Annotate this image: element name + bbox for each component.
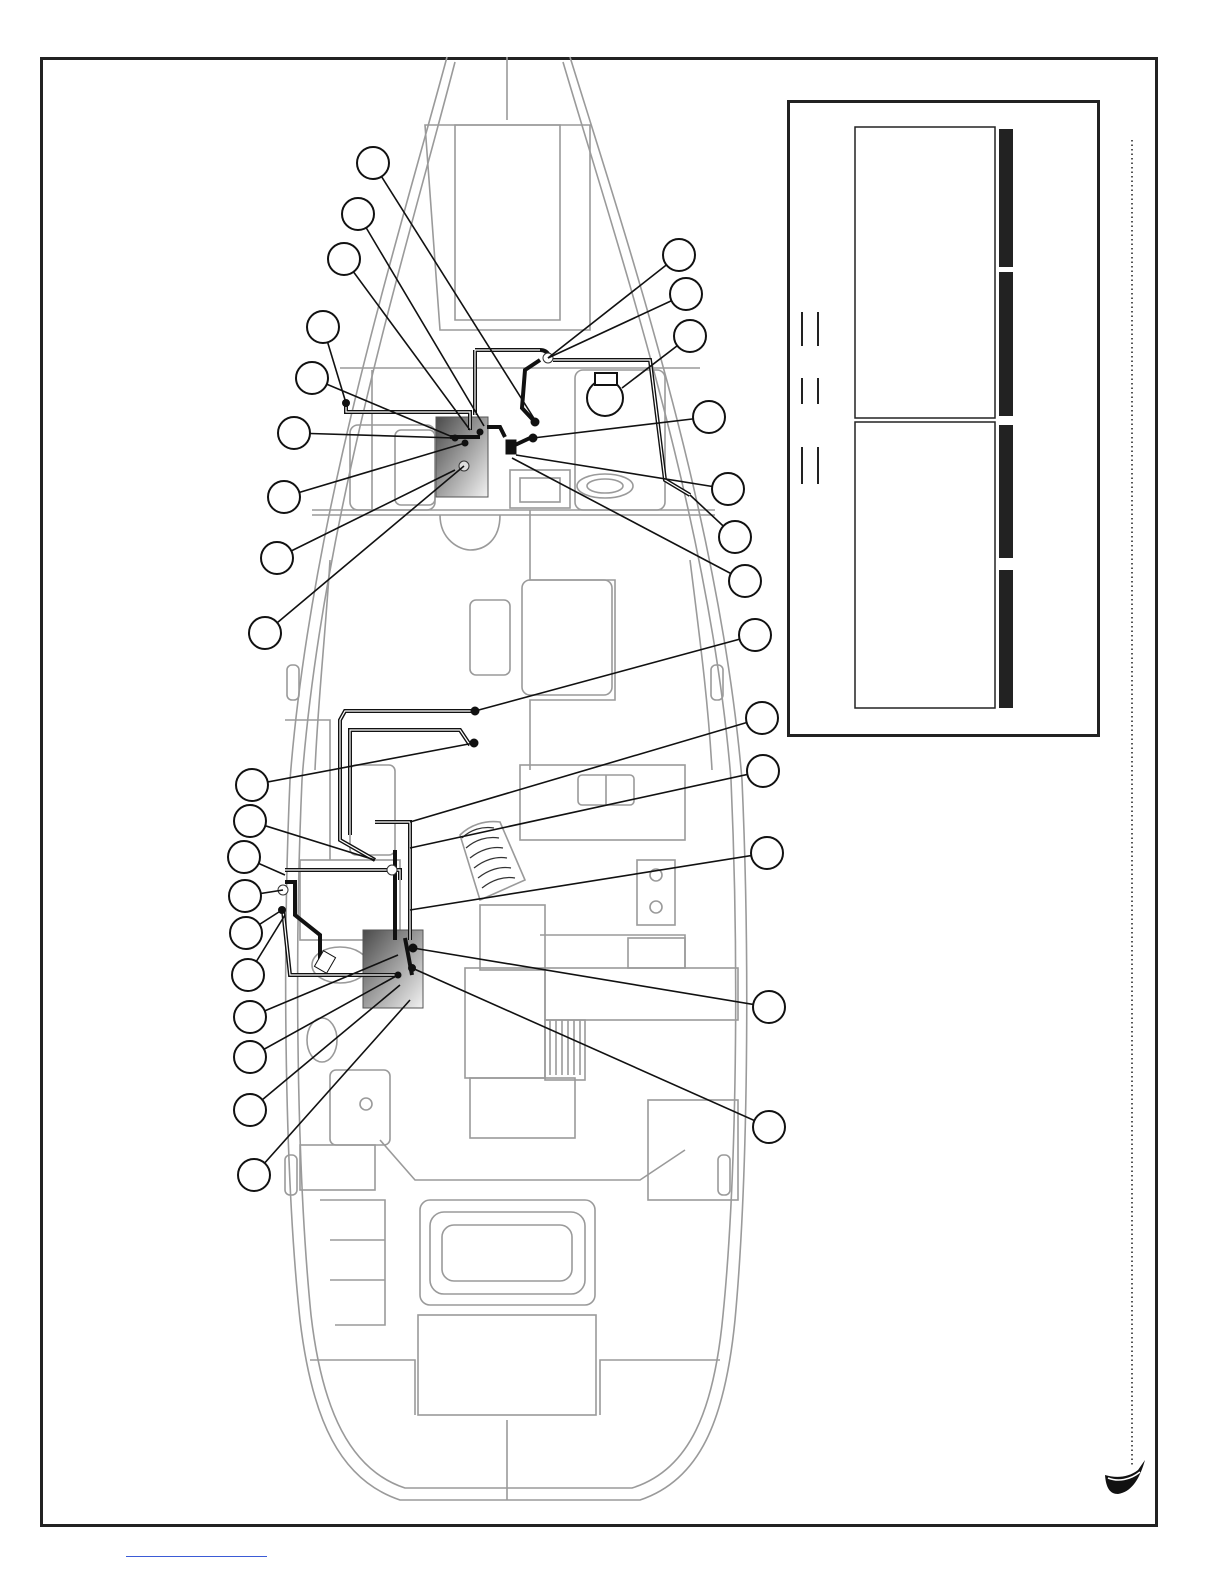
callout-circle [234, 805, 266, 837]
callout-circle [249, 617, 281, 649]
callout-circle [296, 362, 328, 394]
callout-circle [230, 917, 262, 949]
callout-circle [232, 959, 264, 991]
callout-circle [229, 880, 261, 912]
callout-circle [234, 1094, 266, 1126]
callout-circles [228, 147, 785, 1191]
callout-circle [228, 841, 260, 873]
callout-circle [753, 1111, 785, 1143]
callout-circle [663, 239, 695, 271]
callout-circle [307, 311, 339, 343]
callout-circle [693, 401, 725, 433]
forward-toilet-icon [587, 373, 623, 416]
plumbing-fittings [278, 353, 553, 978]
callout-circle [261, 542, 293, 574]
callout-circle [753, 991, 785, 1023]
callout-circle [234, 1001, 266, 1033]
callout-circle [739, 619, 771, 651]
callout-circle [674, 320, 706, 352]
boat-hull-logo-icon [1105, 1460, 1145, 1494]
callout-circle [747, 755, 779, 787]
footer-link-underline[interactable] [126, 1556, 267, 1557]
callout-circle [712, 473, 744, 505]
callout-circle [670, 278, 702, 310]
callout-circle [719, 521, 751, 553]
callout-circle [236, 769, 268, 801]
callout-circle [357, 147, 389, 179]
callout-circle [342, 198, 374, 230]
callout-circle [238, 1159, 270, 1191]
callout-circle [328, 243, 360, 275]
callout-circle [751, 837, 783, 869]
legend-box [787, 100, 1100, 737]
callout-circle [746, 702, 778, 734]
callout-circle [234, 1041, 266, 1073]
callout-circle [729, 565, 761, 597]
callout-circle [278, 417, 310, 449]
callout-circle [268, 481, 300, 513]
